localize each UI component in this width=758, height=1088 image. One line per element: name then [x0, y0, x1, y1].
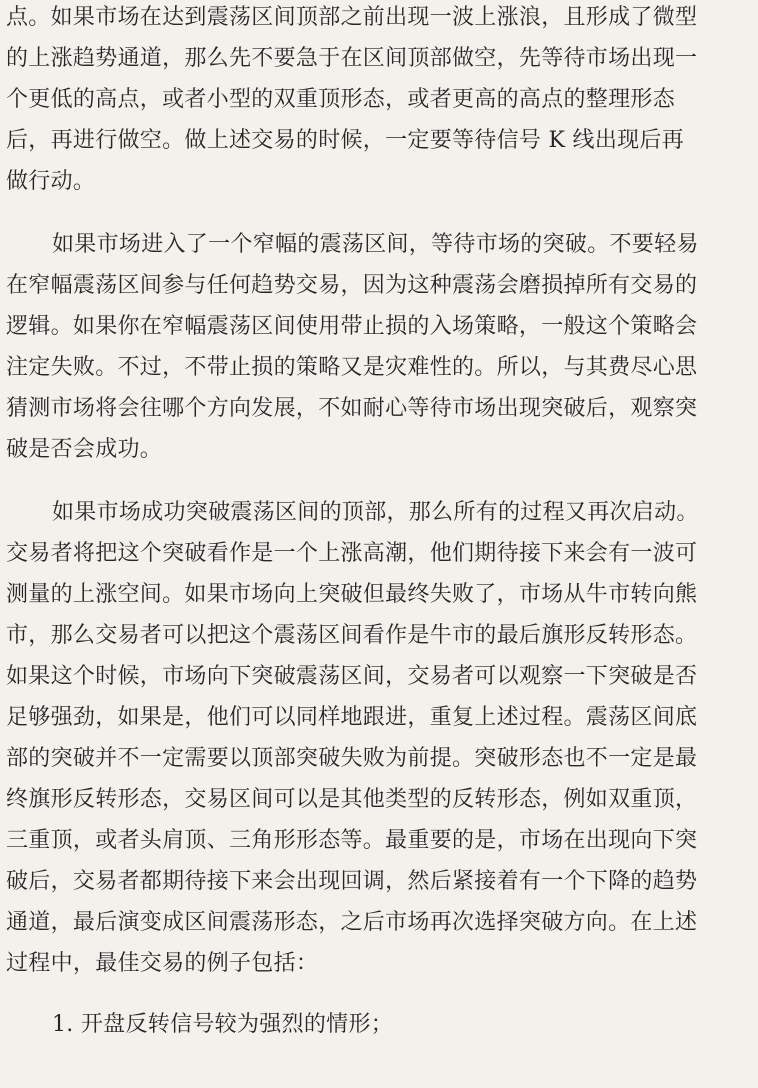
text-line: 做行动。 — [6, 169, 96, 194]
text-line: 猜测市场将会往哪个方向发展，不如耐心等待市场出现突破后，观察突 — [6, 396, 698, 421]
text-line: 破是否会成功。 — [6, 437, 163, 462]
text-line: 的上涨趋势通道，那么先不要急于在区间顶部做空，先等待市场出现一 — [6, 46, 698, 71]
text-line: 市，那么交易者可以把这个震荡区间看作是牛市的最后旗形反转形态。 — [6, 623, 698, 648]
text-line: 在窄幅震荡区间参与任何趋势交易，因为这种震荡会磨损掉所有交易的 — [6, 273, 698, 298]
paragraph-first-line: 如果市场进入了一个窄幅的震荡区间，等待市场的突破。不要轻易 — [52, 232, 699, 257]
text-line: 逻辑。如果你在窄幅震荡区间使用带止损的入场策略，一般这个策略会 — [6, 314, 698, 339]
text-line: 个更低的高点，或者小型的双重顶形态，或者更高的高点的整理形态 — [6, 87, 676, 112]
text-line: 通道，最后演变成区间震荡形态，之后市场再次选择突破方向。在上述 — [6, 910, 698, 935]
text-line: 注定失败。不过，不带止损的策略又是灾难性的。所以，与其费尽心思 — [6, 355, 698, 380]
list-item: 1. 开盘反转信号较为强烈的情形； — [52, 1012, 394, 1037]
text-line: 终旗形反转形态，交易区间可以是其他类型的反转形态，例如双重顶， — [6, 787, 698, 812]
paragraph-first-line: 如果市场成功突破震荡区间的顶部，那么所有的过程又再次启动。 — [52, 500, 699, 525]
text-line: 点。如果市场在达到震荡区间顶部之前出现一波上涨浪，且形成了微型 — [6, 5, 698, 30]
text-line: 如果这个时候，市场向下突破震荡区间，交易者可以观察一下突破是否 — [6, 664, 698, 689]
text-line: 部的突破并不一定需要以顶部突破失败为前提。突破形态也不一定是最 — [6, 746, 698, 771]
text-line: 破后，交易者都期待接下来会出现回调，然后紧接着有一个下降的趋势 — [6, 869, 698, 894]
text-line: 测量的上涨空间。如果市场向上突破但最终失败了，市场从牛市转向熊 — [6, 582, 698, 607]
text-line: 三重顶，或者头肩顶、三角形形态等。最重要的是，市场在出现向下突 — [6, 828, 698, 853]
text-line: 交易者将把这个突破看作是一个上涨高潮，他们期待接下来会有一波可 — [6, 541, 698, 566]
text-line: 过程中，最佳交易的例子包括： — [6, 951, 319, 976]
text-line: 后，再进行做空。做上述交易的时候，一定要等待信号 K 线出现后再 — [6, 128, 685, 153]
text-line: 足够强劲，如果是，他们可以同样地跟进，重复上述过程。震荡区间底 — [6, 705, 698, 730]
